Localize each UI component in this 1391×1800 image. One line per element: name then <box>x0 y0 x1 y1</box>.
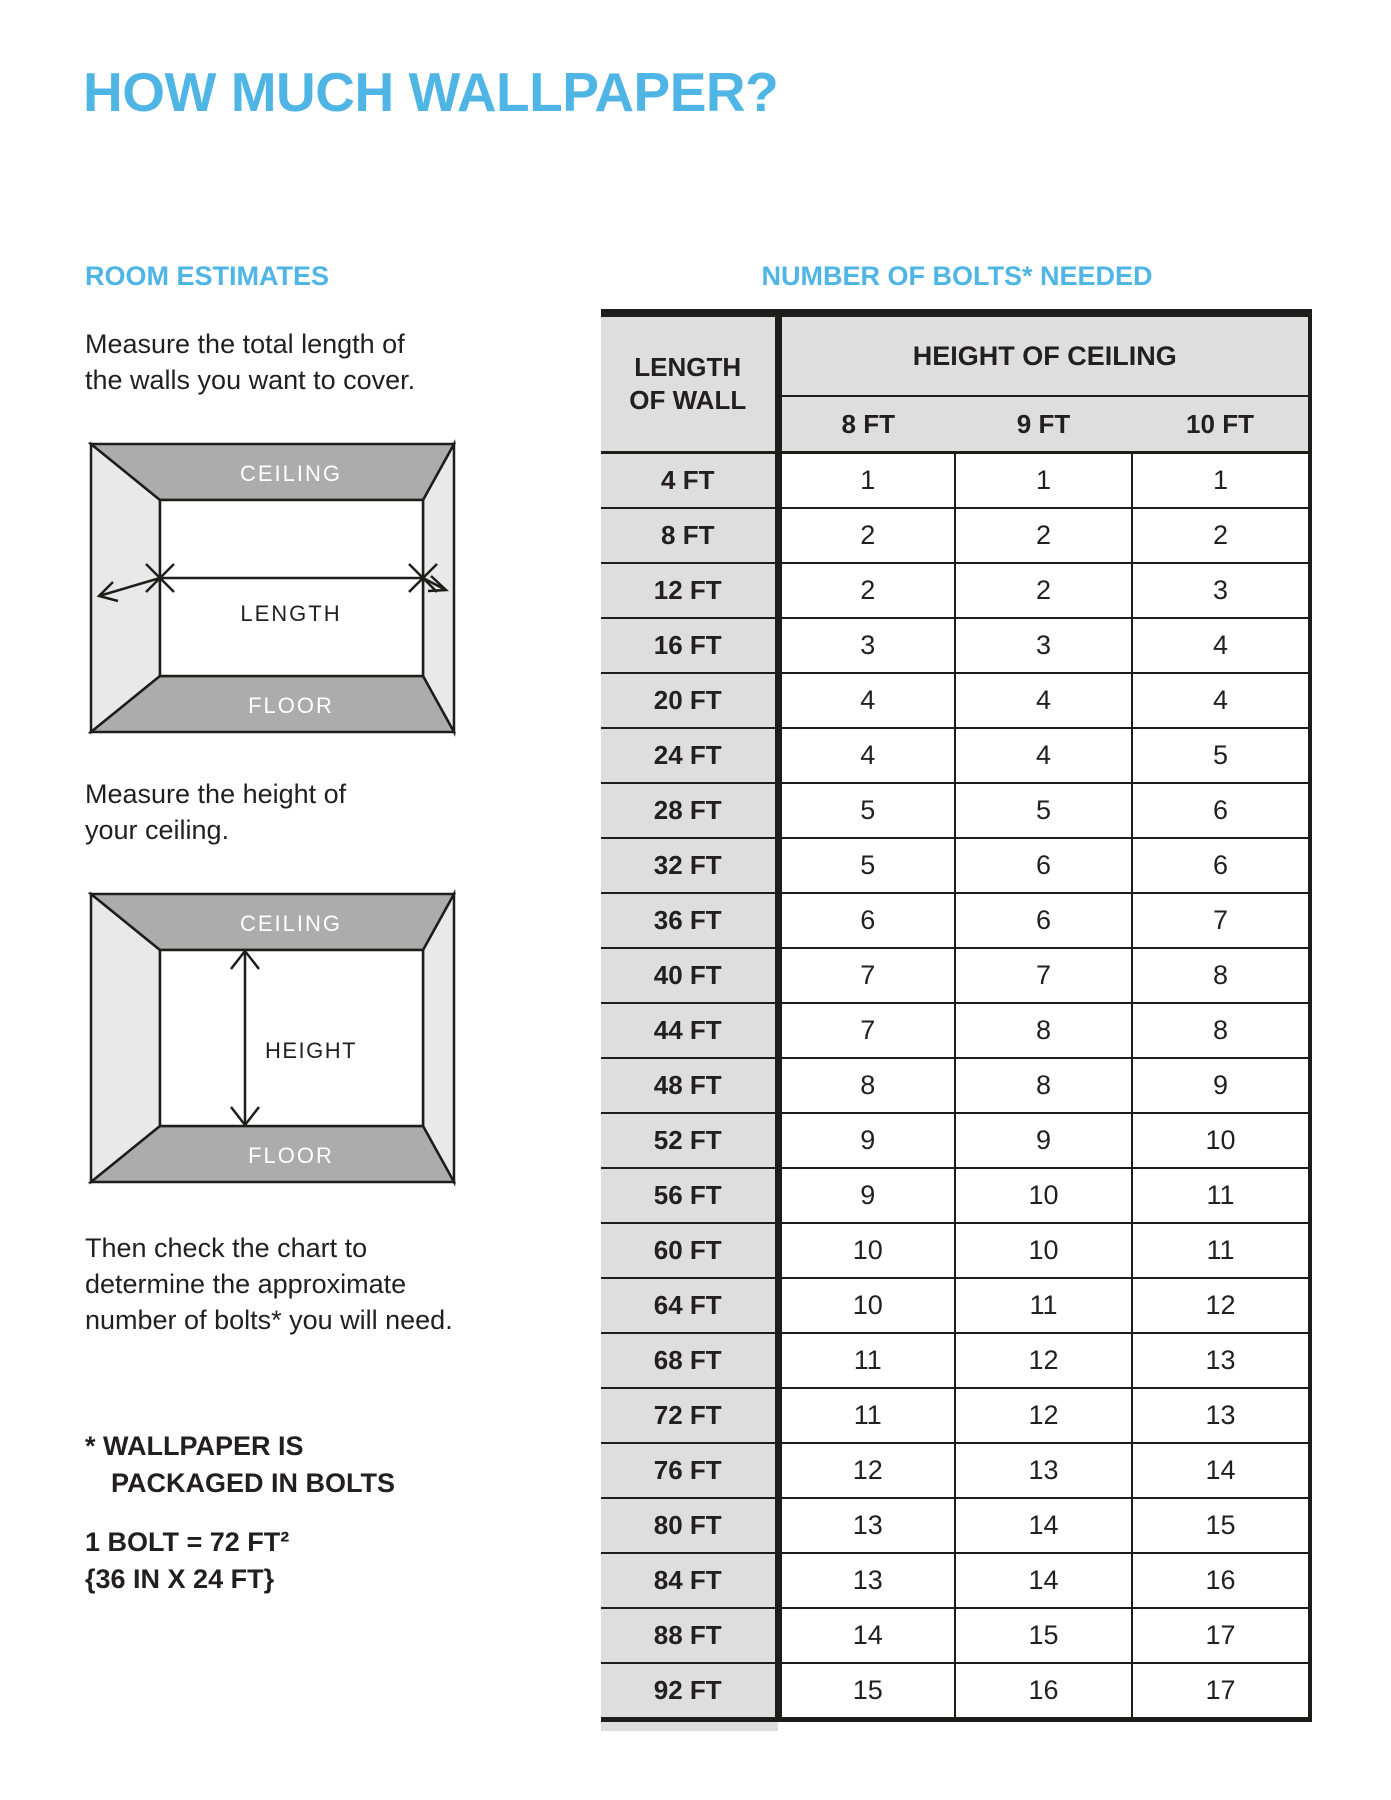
row-header-cell: 44 FT <box>601 1003 778 1058</box>
bolt-count-cell: 15 <box>1132 1498 1310 1553</box>
paragraph-line: Then check the chart to <box>85 1233 368 1263</box>
bolt-count-cell: 15 <box>778 1663 955 1720</box>
bolt-count-cell: 9 <box>955 1113 1132 1168</box>
table-row <box>601 1498 1310 1553</box>
bolt-count-cell: 17 <box>1132 1663 1310 1720</box>
bolt-count-cell: 9 <box>778 1168 955 1223</box>
paragraph-line: your ceiling. <box>85 815 230 845</box>
bolt-count-cell: 1 <box>955 453 1132 509</box>
row-header-cell: 48 FT <box>601 1058 778 1113</box>
check-chart-paragraph <box>85 1230 453 1338</box>
bolt-count-cell: 6 <box>778 893 955 948</box>
bolt-count-cell: 1 <box>778 453 955 509</box>
column-header-cell: 9 FT <box>955 396 1132 453</box>
row-header-cell: 88 FT <box>601 1608 778 1663</box>
bolt-count-cell: 4 <box>955 728 1132 783</box>
bolt-count-cell: 8 <box>1132 948 1310 1003</box>
paragraph-line: determine the approximate <box>85 1269 407 1299</box>
row-header-cell: 60 FT <box>601 1223 778 1278</box>
bolt-count-cell: 12 <box>778 1443 955 1498</box>
paragraph-line: Measure the height of <box>85 779 347 809</box>
wallpaper-bolts-footnote <box>85 1428 395 1502</box>
bolt-count-cell: 3 <box>955 618 1132 673</box>
row-header-cell: 76 FT <box>601 1443 778 1498</box>
bolt-count-cell: 3 <box>1132 563 1310 618</box>
height-label: HEIGHT <box>265 1038 358 1063</box>
bolt-count-cell: 3 <box>778 618 955 673</box>
bolts-table-body <box>601 453 1310 1720</box>
bolt-count-cell: 11 <box>1132 1223 1310 1278</box>
bolt-count-cell: 7 <box>955 948 1132 1003</box>
row-header-cell: 20 FT <box>601 673 778 728</box>
bolt-count-cell: 11 <box>955 1278 1132 1333</box>
bolt-count-cell: 8 <box>955 1003 1132 1058</box>
table-row <box>601 1168 1310 1223</box>
bolt-count-cell: 10 <box>955 1168 1132 1223</box>
table-heading: NUMBER OF BOLTS* NEEDED <box>761 261 1153 291</box>
measure-length-paragraph <box>85 326 415 398</box>
bolt-count-cell: 10 <box>778 1223 955 1278</box>
row-header-title-cell <box>601 313 778 453</box>
row-header-title-line: LENGTH <box>634 352 742 382</box>
bolt-count-cell: 14 <box>955 1498 1132 1553</box>
bolt-count-cell: 16 <box>1132 1553 1310 1608</box>
row-header-cell: 80 FT <box>601 1498 778 1553</box>
bolt-count-cell: 15 <box>955 1608 1132 1663</box>
bolt-count-cell: 11 <box>1132 1168 1310 1223</box>
bolt-count-cell: 16 <box>955 1663 1132 1720</box>
bolt-count-cell: 13 <box>778 1498 955 1553</box>
bolt-facts <box>85 1524 289 1598</box>
bolt-count-cell: 8 <box>955 1058 1132 1113</box>
group-header-cell: HEIGHT OF CEILING <box>778 313 1310 396</box>
row-header-cell: 68 FT <box>601 1333 778 1388</box>
table-row <box>601 1058 1310 1113</box>
bolt-count-cell: 6 <box>955 893 1132 948</box>
table-row <box>601 1663 1310 1720</box>
bolt-count-cell: 6 <box>1132 783 1310 838</box>
bolt-count-cell: 4 <box>1132 618 1310 673</box>
row-header-cell: 40 FT <box>601 948 778 1003</box>
row-header-cell: 84 FT <box>601 1553 778 1608</box>
bolt-dimensions: {36 IN X 24 FT} <box>85 1564 275 1594</box>
table-row <box>601 893 1310 948</box>
row-header-cell: 4 FT <box>601 453 778 509</box>
table-row <box>601 1443 1310 1498</box>
floor-label: FLOOR <box>248 1143 334 1168</box>
bolt-count-cell: 5 <box>1132 728 1310 783</box>
table-row <box>601 1003 1310 1058</box>
row-header-cell: 92 FT <box>601 1663 778 1720</box>
bolt-count-cell: 8 <box>778 1058 955 1113</box>
bolt-count-cell: 17 <box>1132 1608 1310 1663</box>
bolt-count-cell: 12 <box>955 1333 1132 1388</box>
table-row <box>601 1223 1310 1278</box>
bolt-count-cell: 8 <box>1132 1003 1310 1058</box>
footnote-line: PACKAGED IN BOLTS <box>111 1468 396 1498</box>
bolt-count-cell: 14 <box>1132 1443 1310 1498</box>
bolt-count-cell: 2 <box>778 508 955 563</box>
bolt-count-cell: 9 <box>778 1113 955 1168</box>
bolt-equation: 1 BOLT = 72 FT² <box>85 1527 290 1557</box>
table-row <box>601 728 1310 783</box>
table-row <box>601 1113 1310 1168</box>
table-row <box>601 1333 1310 1388</box>
row-header-cell: 8 FT <box>601 508 778 563</box>
bolt-count-cell: 2 <box>955 563 1132 618</box>
room-height-diagram <box>85 888 460 1188</box>
bolt-count-cell: 9 <box>1132 1058 1310 1113</box>
row-header-cell: 28 FT <box>601 783 778 838</box>
footnote-line: * WALLPAPER IS <box>85 1431 304 1461</box>
bolt-count-cell: 10 <box>1132 1113 1310 1168</box>
table-row <box>601 948 1310 1003</box>
row-header-cell: 56 FT <box>601 1168 778 1223</box>
ceiling-label: CEILING <box>239 461 343 486</box>
table-row <box>601 1608 1310 1663</box>
room-length-diagram <box>85 438 460 738</box>
row-header-cell: 64 FT <box>601 1278 778 1333</box>
row-header-cell: 32 FT <box>601 838 778 893</box>
bolt-count-cell: 10 <box>778 1278 955 1333</box>
row-header-cell: 16 FT <box>601 618 778 673</box>
bolt-count-cell: 4 <box>1132 673 1310 728</box>
bolt-count-cell: 14 <box>778 1608 955 1663</box>
paragraph-line: the walls you want to cover. <box>85 365 416 395</box>
table-row <box>601 838 1310 893</box>
bolt-count-cell: 11 <box>778 1333 955 1388</box>
bolt-count-cell: 13 <box>955 1443 1132 1498</box>
bolt-count-cell: 10 <box>955 1223 1132 1278</box>
bolt-count-cell: 2 <box>1132 508 1310 563</box>
paragraph-line: number of bolts* you will need. <box>85 1305 453 1335</box>
bolt-count-cell: 5 <box>778 783 955 838</box>
bolt-count-cell: 13 <box>778 1553 955 1608</box>
bolt-count-cell: 4 <box>955 673 1132 728</box>
table-left-column-tab <box>601 1722 778 1731</box>
row-header-cell: 52 FT <box>601 1113 778 1168</box>
floor-label: FLOOR <box>248 693 334 718</box>
bolt-count-cell: 5 <box>955 783 1132 838</box>
back-wall-shape <box>160 500 423 676</box>
bolt-count-cell: 1 <box>1132 453 1310 509</box>
bolt-count-cell: 12 <box>955 1388 1132 1443</box>
bolt-count-cell: 4 <box>778 673 955 728</box>
bolts-table-container <box>601 309 1313 1731</box>
bolt-count-cell: 13 <box>1132 1333 1310 1388</box>
length-label: LENGTH <box>240 601 342 626</box>
bolts-table <box>601 309 1312 1722</box>
bolt-count-cell: 7 <box>778 1003 955 1058</box>
measure-height-paragraph <box>85 776 346 848</box>
table-row <box>601 783 1310 838</box>
table-row <box>601 508 1310 563</box>
table-header-row <box>601 313 1310 396</box>
table-row <box>601 673 1310 728</box>
table-row <box>601 618 1310 673</box>
row-header-title-line: OF WALL <box>629 385 747 415</box>
table-row <box>601 1388 1310 1443</box>
bolt-count-cell: 7 <box>1132 893 1310 948</box>
row-header-cell: 12 FT <box>601 563 778 618</box>
table-row <box>601 1278 1310 1333</box>
bolt-count-cell: 2 <box>955 508 1132 563</box>
section-heading-room-estimates: ROOM ESTIMATES <box>85 261 330 291</box>
table-row <box>601 453 1310 509</box>
bolt-count-cell: 14 <box>955 1553 1132 1608</box>
bolt-count-cell: 6 <box>1132 838 1310 893</box>
paragraph-line: Measure the total length of <box>85 329 405 359</box>
room-length-diagram-svg <box>85 438 460 738</box>
table-row <box>601 1553 1310 1608</box>
room-height-diagram-svg <box>85 888 460 1188</box>
row-header-cell: 72 FT <box>601 1388 778 1443</box>
row-header-cell: 24 FT <box>601 728 778 783</box>
bolt-count-cell: 2 <box>778 563 955 618</box>
bolt-count-cell: 12 <box>1132 1278 1310 1333</box>
bolt-count-cell: 11 <box>778 1388 955 1443</box>
ceiling-label: CEILING <box>239 911 343 936</box>
column-header-cell: 10 FT <box>1132 396 1310 453</box>
table-row <box>601 563 1310 618</box>
bolt-count-cell: 5 <box>778 838 955 893</box>
bolt-count-cell: 13 <box>1132 1388 1310 1443</box>
bolt-count-cell: 6 <box>955 838 1132 893</box>
bolt-count-cell: 4 <box>778 728 955 783</box>
row-header-cell: 36 FT <box>601 893 778 948</box>
page-title: HOW MUCH WALLPAPER? <box>83 61 779 123</box>
column-header-cell: 8 FT <box>778 396 955 453</box>
bolt-count-cell: 7 <box>778 948 955 1003</box>
